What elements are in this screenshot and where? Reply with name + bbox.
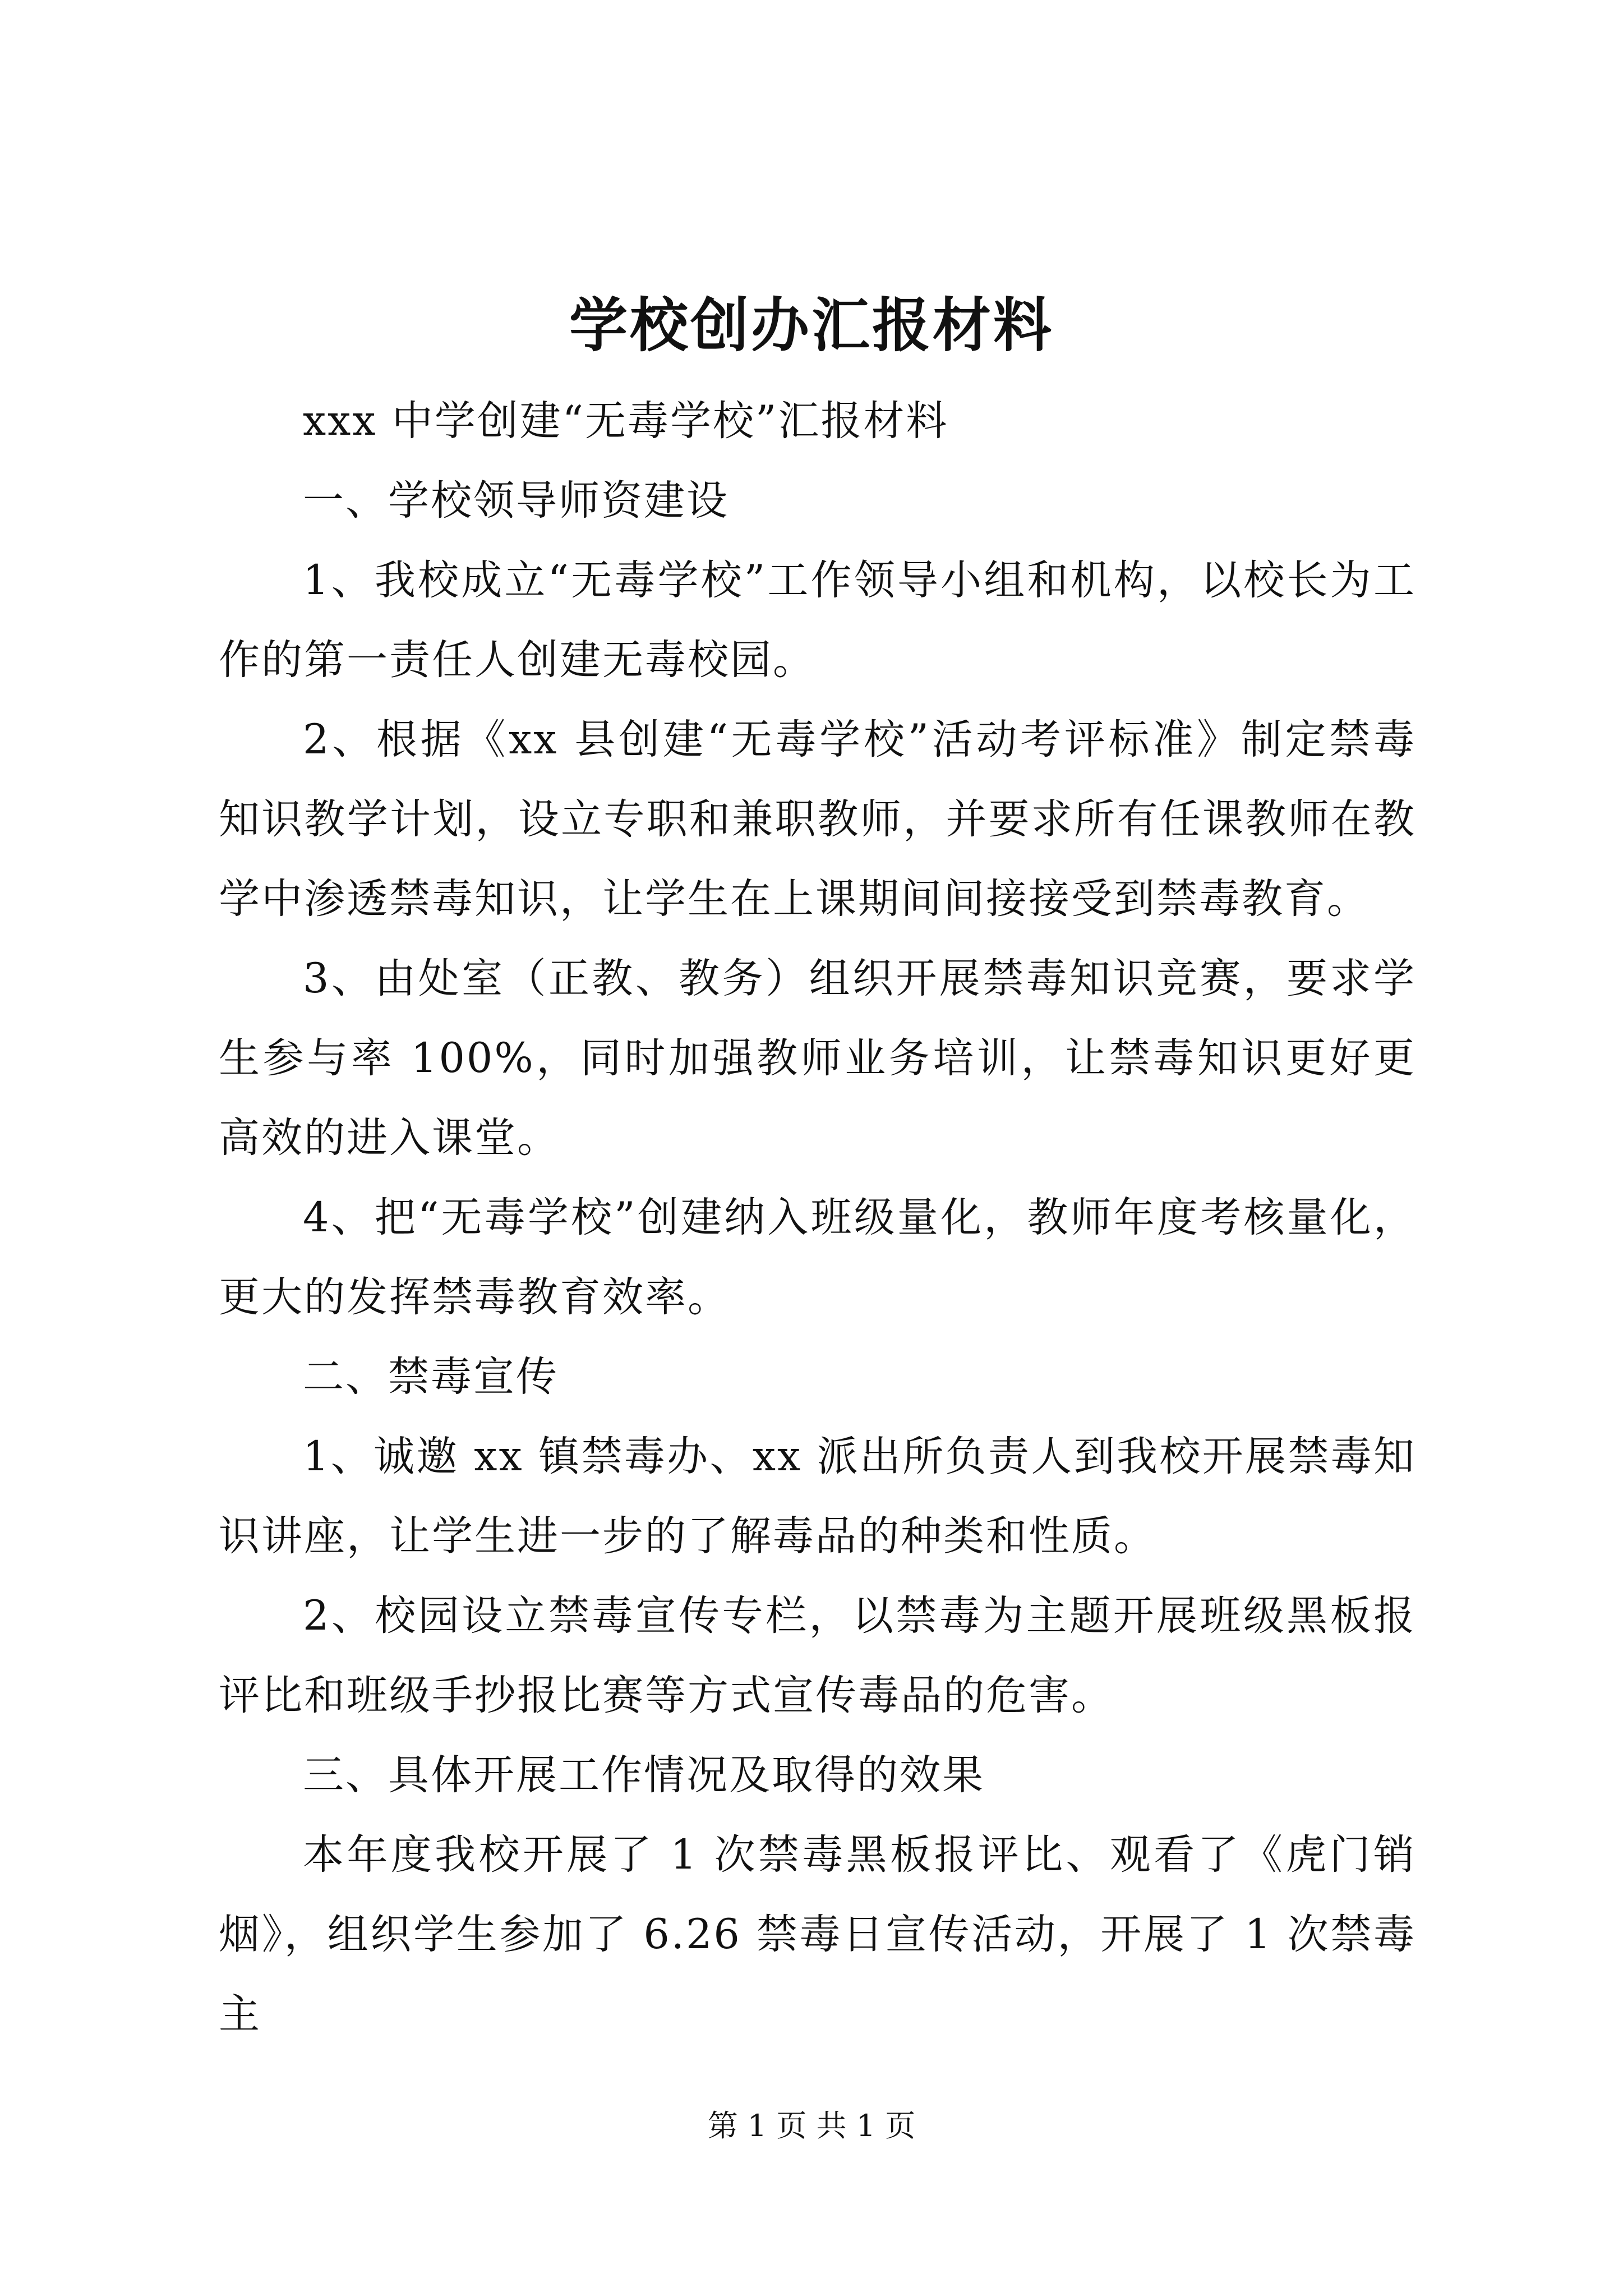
paragraph: 本年度我校开展了 1 次禁毒黑板报评比、观看了《虎门销烟》，组织学生参加了 6.26 禁毒日宣传活动，开展了 1 次禁毒主 <box>219 1831 1416 2038</box>
section-heading: 一、学校领导师资建设 <box>303 477 729 524</box>
paragraph: 2、校园设立禁毒宣传专栏，以禁毒为主题开展班级黑板报评比和班级手抄报比赛等方式宣传毒品的危害。 <box>219 1592 1416 1719</box>
page-footer: 第 1 页 共 1 页 <box>707 2108 916 2143</box>
section-heading: 二、禁毒宣传 <box>303 1353 559 1401</box>
paragraph: 2、根据《xx 县创建“无毒学校”活动考评标准》制定禁毒知识教学计划，设立专职和兼职教师，并要求所有任课教师在教学中渗透禁毒知识，让学生在上课期间间接接受到禁毒教育。 <box>219 716 1416 923</box>
document-body <box>219 381 1416 2054</box>
paragraph: xxx 中学创建“无毒学校”汇报材料 <box>303 397 949 445</box>
paragraph: 4、把“无毒学校”创建纳入班级量化，教师年度考核量化，更大的发挥禁毒教育效率。 <box>219 1194 1416 1321</box>
document-title: 学校创办汇报材料 <box>569 291 1054 360</box>
section-heading: 三、具体开展工作情况及取得的效果 <box>303 1751 985 1799</box>
paragraph: 3、由处室（正教、教务）组织开展禁毒知识竞赛，要求学生参与率 100%，同时加强教师业务培训，让禁毒知识更好更高效的进入课堂。 <box>219 955 1416 1162</box>
paragraph: 1、诚邀 xx 镇禁毒办、xx 派出所负责人到我校开展禁毒知识讲座，让学生进一步的了解毒品的种类和性质。 <box>219 1433 1416 1560</box>
paragraph: 1、我校成立“无毒学校”工作领导小组和机构，以校长为工作的第一责任人创建无毒校园。 <box>219 556 1416 684</box>
